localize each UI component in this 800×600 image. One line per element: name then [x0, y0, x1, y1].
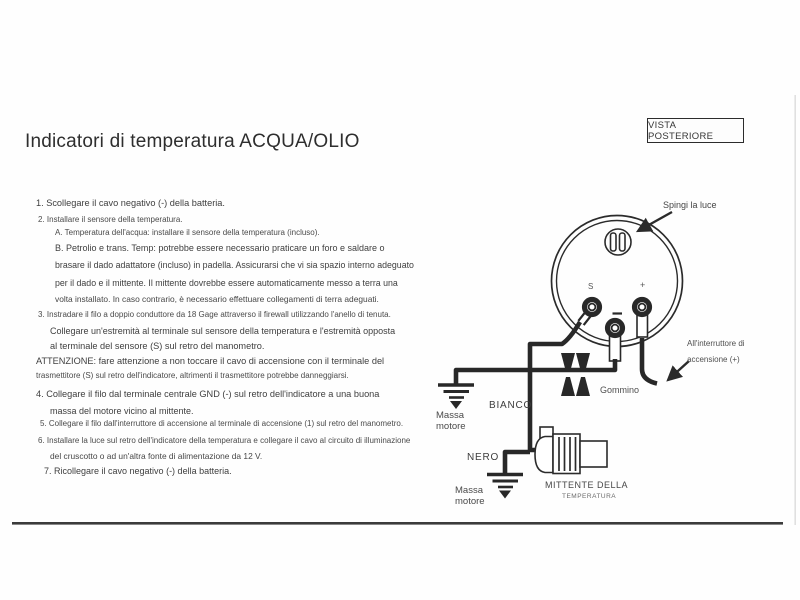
instruction-step-2b: B. Petrolio e trans. Temp: potrebbe essere necessario praticare un foro e saldare o	[55, 243, 385, 253]
gnd-terminal-stem	[610, 336, 621, 361]
grommet-label: Gommino	[600, 385, 640, 395]
ignition-label-line1: All'interruttore di	[687, 339, 745, 348]
instruction-step-7: 7. Ricollegare il cavo negativo (-) della batteria.	[44, 466, 232, 476]
instruction-step-2b-line3: per il dado e il mittente. Il mittente dovrebbe essere automaticamente messo a terra una	[55, 278, 398, 288]
engine-ground-symbol-1	[438, 385, 474, 409]
instruction-step-2: 2. Installare il sensore della temperatura.	[38, 215, 183, 224]
instruction-step-6: 6. Installare la luce sul retro dell'indicatore della temperatura e collegare il cavo al circuito di illuminazione	[38, 436, 411, 445]
terminal-s-label: S	[588, 282, 594, 291]
sender-wire-white	[530, 322, 580, 450]
sender-label-line2: TEMPERATURA	[562, 493, 617, 500]
bulb-slot-left	[611, 233, 617, 251]
sender-ground-wire-black	[505, 452, 530, 473]
instruction-step-4: 4. Collegare il filo dal terminale centrale GND (-) sul retro dell'indicatore a una buona	[36, 389, 380, 399]
sender-cap	[535, 437, 553, 473]
rear-view-badge-label: VISTA POSTERIORE	[648, 119, 714, 142]
terminal-plus-label: +	[640, 280, 646, 290]
engine-ground-symbol-2	[487, 475, 523, 499]
ignition-label-line2: accensione (+)	[687, 355, 740, 364]
engine-ground-label-2: Massa motore	[455, 485, 485, 507]
instruction-step-6-line2: del cruscotto o ad un'altra fonte di alimentazione da 12 V.	[50, 451, 263, 461]
ignition-wire	[642, 338, 657, 384]
instruction-step-2a: A. Temperatura dell'acqua: installare il sensore della temperatura (incluso).	[55, 228, 320, 237]
plus-terminal-stem	[637, 314, 648, 337]
instruction-step-3-line2: Collegare un'estremità al terminale sul sensore della temperatura e l'estremità opposta	[50, 326, 396, 336]
gauge-ground-wire	[456, 359, 615, 384]
sender-label-line1: MITTENTE DELLA	[545, 480, 629, 490]
instruction-step-5: 5. Collegare il filo dall'interruttore di accensione al terminale di accensione (1) sul retro del manometro.	[40, 419, 404, 428]
push-light-label: Spingi la luce	[663, 200, 717, 210]
engine-ground-label-1: Massa motore	[436, 410, 466, 432]
instruction-warning: ATTENZIONE: fare attenzione a non toccare il cavo di accensione con il terminale del	[36, 356, 385, 366]
instruction-warning-line2: trasmettitore (S) sul retro dell'indicatore, altrimenti il trasmettitore potrebbe danneggiarsi.	[36, 371, 349, 380]
instruction-step-3-line3: al terminale del sensore (S) sul retro del manometro.	[50, 341, 265, 351]
light-socket	[605, 229, 631, 255]
temperature-sender	[535, 427, 607, 474]
instruction-step-3: 3. Instradare il filo a doppio conduttore da 18 Gage attraverso il firewall utilizzando l'anello di tenuta.	[38, 310, 391, 319]
bottom-scan-line	[12, 522, 783, 525]
instruction-step-2b-line2: brasare il dado adattatore (incluso) in padella. Assicurarsi che vi sia spazio interno adeguato	[55, 260, 414, 270]
black-wire-label: NERO	[467, 452, 500, 463]
white-wire-label: BIANCO	[489, 400, 533, 411]
instruction-step-1: 1. Scollegare il cavo negativo (-) della batteria.	[36, 198, 225, 208]
bulb-slot-right	[620, 233, 626, 251]
sender-thread-shank	[580, 441, 607, 467]
arrow-to-ignition-wire	[668, 361, 689, 380]
instruction-step-2b-line4: volta installato. In caso contrario, è necessario effettuare collegamenti di terra adeguati.	[55, 294, 379, 304]
instruction-step-4-line2: massa del motore vicino al mittente.	[50, 406, 194, 416]
right-scan-edge	[795, 95, 796, 525]
page-title: Indicatori di temperatura ACQUA/OLIO	[25, 131, 360, 152]
grommet	[561, 353, 590, 396]
